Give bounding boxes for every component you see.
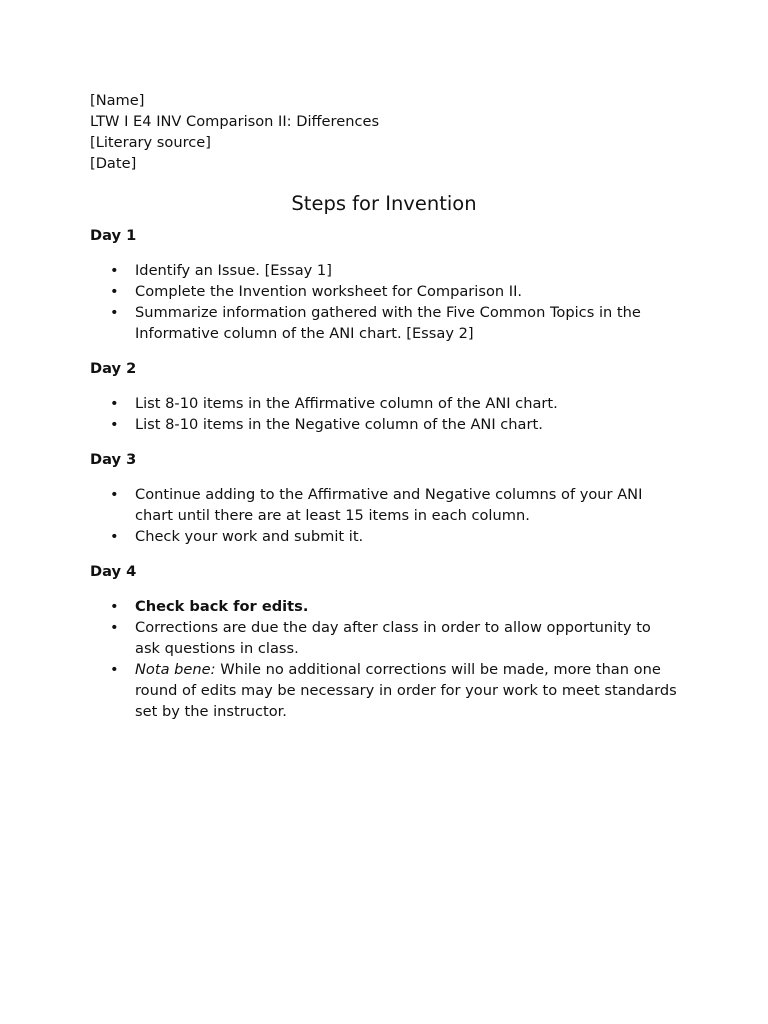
day-4-heading: Day 4 — [90, 563, 137, 580]
bullet-icon: • — [110, 598, 119, 615]
bullet-icon: • — [110, 395, 119, 412]
day-3-heading: Day 3 — [90, 451, 137, 468]
list-item: • Complete the Invention worksheet for Comparison II. — [110, 283, 523, 300]
nota-bene-label: Nota bene: — [135, 661, 216, 678]
list-item: • Nota bene: While no additional corrections will be made, more than one round of edits may be necessary in order for your work to meet standards set by the instructor. — [110, 661, 677, 720]
bullet-icon: • — [110, 416, 119, 433]
list-item: • List 8-10 items in the Affirmative column of the ANI chart. — [110, 395, 558, 412]
day-2-heading: Day 2 — [90, 360, 137, 377]
bullet-icon: • — [110, 486, 119, 503]
bullet-icon: • — [110, 661, 119, 678]
list-item: • Summarize information gathered with the Five Common Topics in the Informative column of the ANI chart. [Essay 2] — [110, 304, 641, 342]
list-item: • Continue adding to the Affirmative and Negative columns of your ANI chart until there are at least 15 items in each column. — [110, 486, 643, 524]
list-item: • Identify an Issue. [Essay 1] — [110, 262, 332, 279]
course-line: LTW I E4 INV Comparison II: Differences — [90, 113, 380, 130]
student-name: [Name] — [90, 92, 145, 109]
day-4-list — [90, 596, 680, 722]
list-item: • Check your work and submit it. — [110, 528, 364, 545]
bullet-icon: • — [110, 304, 119, 321]
list-item: • Corrections are due the day after class in order to allow opportunity to ask questions in class. — [110, 619, 651, 657]
page-title: Steps for Invention — [291, 192, 477, 215]
document-page — [90, 90, 680, 736]
list-item: • Check back for edits. — [110, 598, 309, 615]
bullet-icon: • — [110, 262, 119, 279]
bullet-icon: • — [110, 619, 119, 636]
literary-source: [Literary source] — [90, 134, 211, 151]
list-item: • List 8-10 items in the Negative column of the ANI chart. — [110, 416, 543, 433]
date-line: [Date] — [90, 155, 137, 172]
bullet-icon: • — [110, 528, 119, 545]
bullet-icon: • — [110, 283, 119, 300]
day-2-list — [90, 393, 680, 435]
day-1-list — [90, 260, 680, 344]
day-1-heading: Day 1 — [90, 227, 137, 244]
day-3-list — [90, 484, 680, 547]
